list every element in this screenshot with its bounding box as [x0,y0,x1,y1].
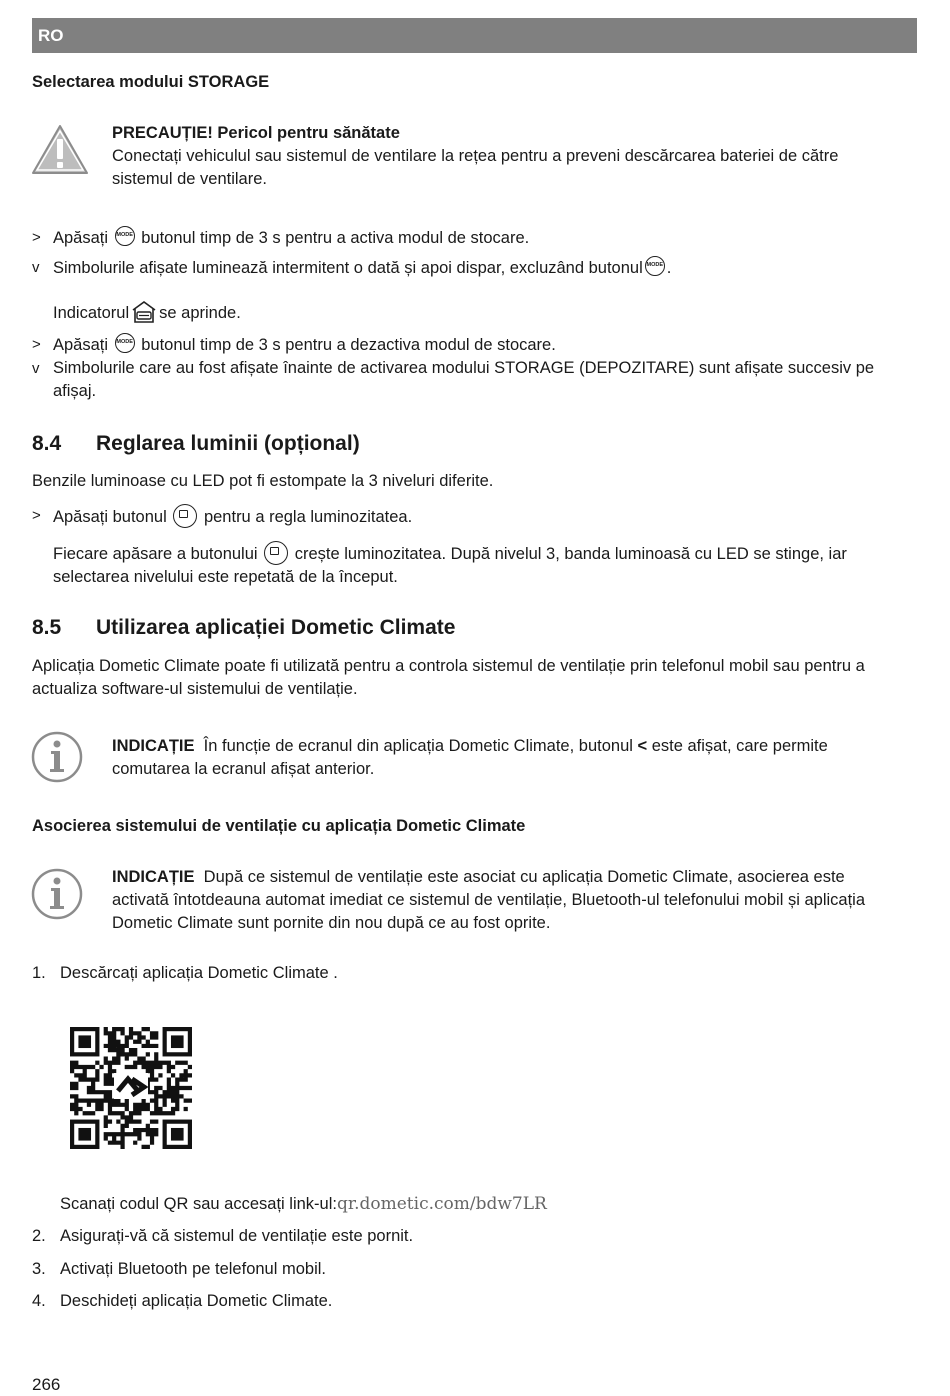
warning-triangle-icon [31,124,89,183]
mode-button-icon [115,226,135,246]
section-title: Reglarea luminii (opțional) [96,432,360,455]
qr-caption [60,1193,547,1216]
step-text-after: . [666,259,672,277]
step-text-after: butonul timp de 3 s pentru a activa modul de stocare. [141,229,530,247]
light-step-note [53,541,903,589]
step-text-before: Simbolurile afișate luminează intermitent o dată și apoi dispar, excluzând butonul [53,259,643,277]
list-item-4: 4. Deschideți aplicația Dometic Climate. [32,1292,333,1310]
mode-button-icon [115,333,135,353]
note-text: După ce sistemul de ventilație este asociat cu aplicația Dometic Climate, asocierea este activată întotdeauna automat imediat ce sistemul de ventilație, Bluetooth-ul telefonului mobil și aplicația Dometic Climate sunt pornite din nou după ce au fost oprite. [112,868,866,932]
step-text-after: pentru a regla luminozitatea. [203,508,413,526]
note-callout-2 [112,866,902,935]
qr-finder-pattern [163,1027,192,1056]
step-marker: v [32,360,40,377]
caution-text: Conectați vehiculul sau sistemul de ventilare la rețea pentru a preveni descărcarea bateriei de către sistemul de ventilare. [112,147,839,188]
step-text-before: Apăsați [53,229,109,247]
page-number: 266 [32,1375,61,1394]
info-circle-icon [31,868,83,927]
list-item-3: 3. Activați Bluetooth pe telefonul mobil. [32,1260,326,1278]
storage-indicator-icon [131,300,157,324]
pairing-title: Asocierea sistemului de ventilație cu aplicația Dometic Climate [32,817,526,835]
storage-section-title: Selectarea modului STORAGE [32,73,270,91]
note-text-after: este afișat, care permite comutarea la ecranul afișat anterior. [112,737,828,778]
note-text-after: crește luminozitatea. După nivelul 3, banda luminoasă cu LED se stinge, iar selectarea nivelului este repetată de la început. [53,545,847,586]
note-callout-1 [112,735,902,781]
section-number: 8.5 [32,616,62,639]
qr-link[interactable]: qr.dometic.com/bdw7LR [336,1194,547,1214]
section-8-4-intro: Benzile luminoase cu LED pot fi estompate la 3 niveluri diferite. [32,472,494,490]
qr-caption-text: Scanați codul QR sau accesați link-ul: [60,1195,337,1213]
storage-step-5 [32,357,902,403]
step-text-after: se aprinde. [159,304,241,322]
qr-code[interactable] [70,1027,192,1149]
info-circle-icon [31,731,83,790]
note-text-before: În funcție de ecranul din aplicația Dometic Climate, butonul [203,737,633,755]
note-text-before: Fiecare apăsare a butonului [53,545,258,563]
back-symbol: < [637,737,648,755]
step-marker: > [32,336,41,353]
note-label: INDICAȚIE [112,868,195,886]
step-marker: > [32,229,41,246]
section-8-5-intro: Aplicația Dometic Climate poate fi utilizată pentru a controla sistemul de ventilație prin telefonul mobil sau pentru a actualiza software-ul sistemului de ventilație. [32,657,865,698]
language-code: RO [38,26,64,45]
light-button-icon [264,541,288,565]
section-8-5-heading [32,614,455,642]
language-header-bar [32,18,917,53]
step-text-before: Apăsați butonul [53,508,167,526]
caution-label: PRECAUȚIE! Pericol pentru sănătate [112,124,400,142]
section-title: Utilizarea aplicației Dometic Climate [96,616,456,639]
list-item-1: 1. Descărcați aplicația Dometic Climate . [32,964,338,982]
section-8-4-heading [32,430,360,458]
list-item-2: 2. Asigurați-vă că sistemul de ventilație este pornit. [32,1227,414,1245]
qr-finder-pattern [163,1120,192,1149]
step-text-before: Indicatorul [53,304,130,322]
light-button-icon [173,504,197,528]
note-label: INDICAȚIE [112,737,195,755]
mode-button-icon [645,256,665,276]
section-number: 8.4 [32,432,62,455]
step-text-after: butonul timp de 3 s pentru a dezactiva modul de stocare. [141,336,556,354]
step-text-before: Simbolurile care au fost afișate înainte de activarea modului STORAGE (DEPOZITARE) sunt afișate succesiv pe afișaj. [53,359,875,400]
step-text-before: Apăsați [53,336,109,354]
qr-finder-pattern [70,1120,99,1149]
step-marker: v [32,259,40,276]
qr-finder-pattern [70,1027,99,1056]
caution-callout [112,122,902,191]
